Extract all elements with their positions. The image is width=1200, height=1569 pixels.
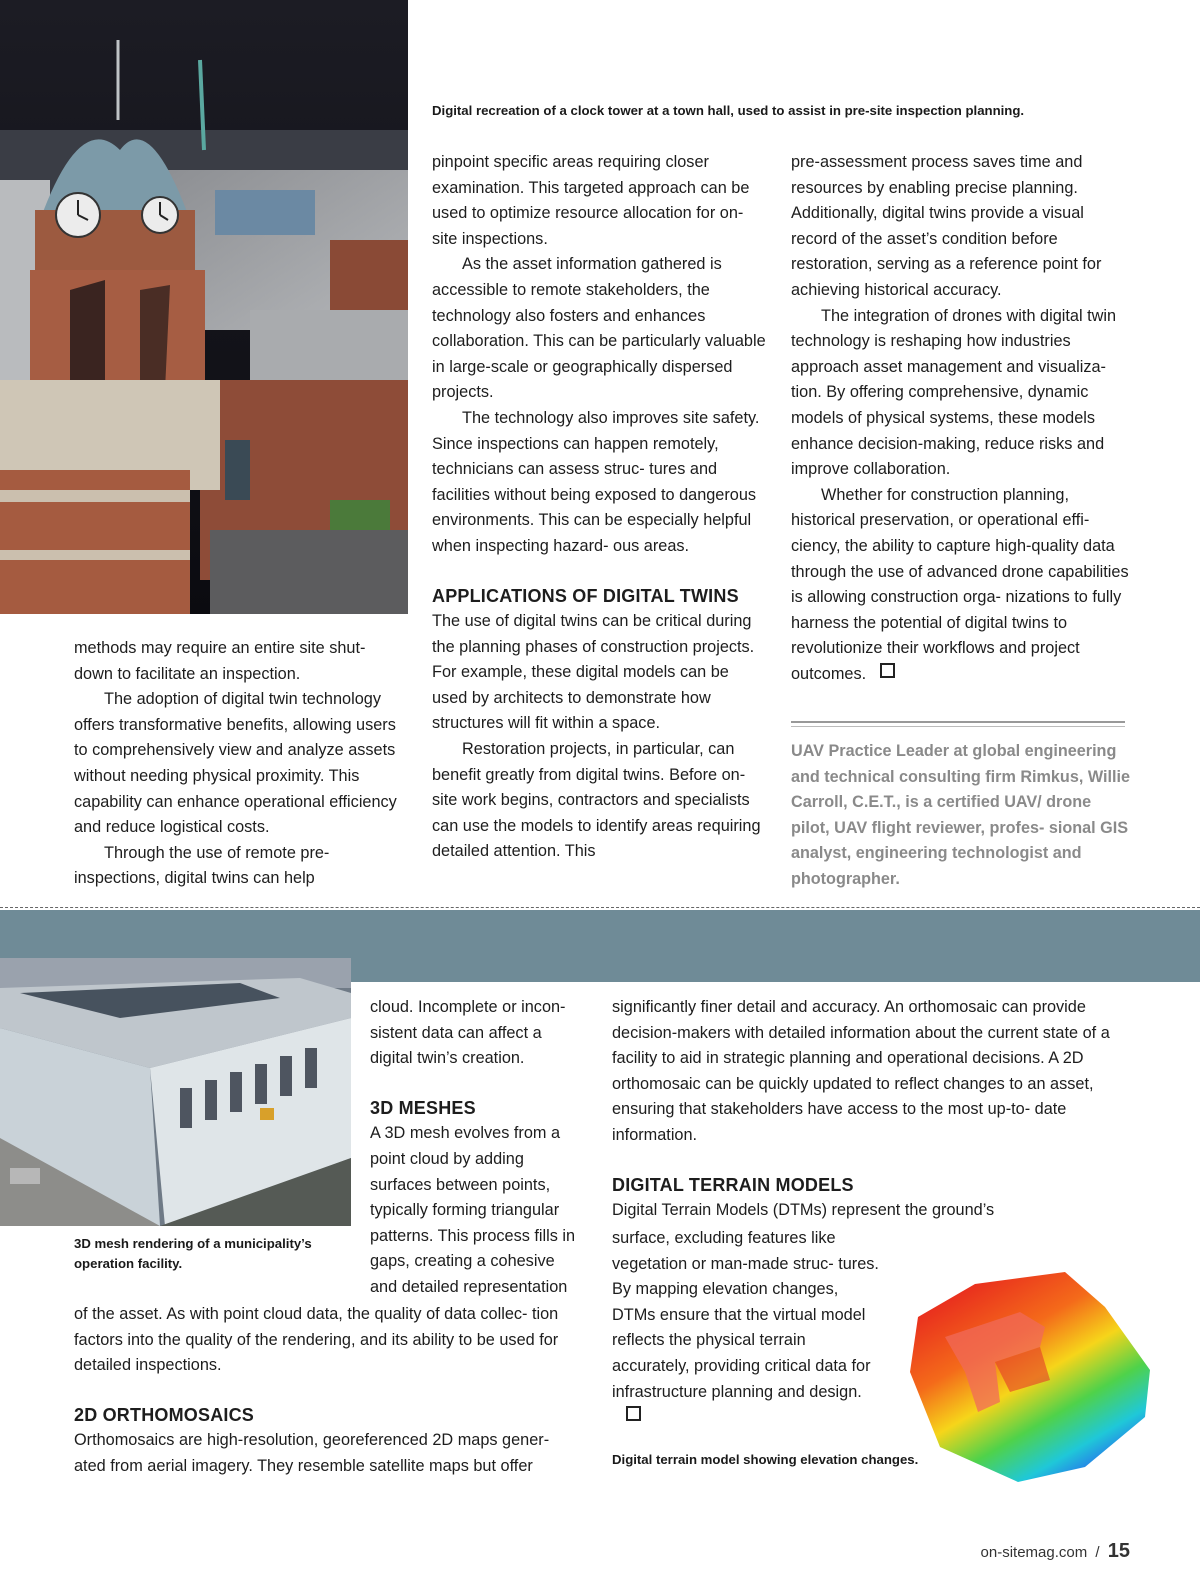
top-column-3 — [791, 150, 1129, 687]
end-mark-icon — [880, 663, 895, 678]
page-number: 15 — [1107, 1540, 1130, 1562]
terrain-caption: Digital terrain model showing elevation changes. — [612, 1452, 919, 1467]
paragraph: The adoption of digital twin technology offers transformative benefits, allowing users to comprehensively view and analyze assets without needing physical proximity. This capability can enhance operational efficiency and reduce logistical costs. — [74, 690, 397, 837]
paragraph — [791, 483, 1129, 688]
paragraph: pre-assessment process saves time and resources by enabling precise planning. Additionally, digital twins provide a visual record of the asset’s condition before restoration, serving as a reference point for achieving historical accuracy. — [791, 153, 1102, 299]
paragraph: pinpoint specific areas requiring closer examination. This targeted approach can be used to optimize resource allocation for on-site inspections. — [432, 153, 750, 248]
bio-rule — [791, 726, 1125, 727]
paragraph: The use of digital twins can be critical during the planning phases of construction projects. For example, these digital models can be used by architects to demonstrate how structures will fit within a space. — [432, 612, 755, 733]
section-heading: APPLICATIONS OF DIGITAL TWINS — [432, 585, 739, 606]
top-column-1 — [74, 636, 404, 892]
paragraph: Orthomosaics are high-resolution, georeferenced 2D maps gener- ated from aerial imagery. They resemble satellite maps but offer — [74, 1431, 550, 1475]
clock-tower-caption: Digital recreation of a clock tower at a town hall, used to assist in pre-site inspection planning. — [432, 103, 1025, 118]
bottom-column-a-bottom — [74, 1302, 574, 1480]
bottom-column-a-top — [370, 995, 584, 1301]
facility-caption: 3D mesh rendering of a municipality’s operation facility. — [74, 1236, 312, 1271]
section-heading: 2D ORTHOMOSAICS — [74, 1404, 255, 1425]
paragraph: Through the use of remote pre- inspections, digital twins can help — [74, 843, 330, 888]
paragraph-text: surface, excluding features like vegetation or man-made struc- tures. By mapping elevation changes, DTMs ensure that the virtual model reflects the physical terrain accurately, providing critical data for infrastructure planning and design. — [612, 1229, 879, 1401]
author-bio: UAV Practice Leader at global engineering and technical consulting firm Rimkus, Willie Carroll, C.E.T., is a certified UAV/ drone pilot, UAV flight reviewer, profes- sional GIS analyst, engineering technologist and photographer. — [791, 742, 1130, 888]
section-heading: 3D MESHES — [370, 1097, 476, 1118]
site-url[interactable]: on-sitemag.com — [980, 1544, 1088, 1561]
bottom-column-b — [612, 995, 1122, 1224]
paragraph: cloud. Incomplete or incon- sistent data can affect a digital twin’s creation. — [370, 998, 566, 1068]
section-divider — [0, 907, 1200, 908]
paragraph: Restoration projects, in particular, can benefit greatly from digital twins. Before on-site work begins, contractors and specialists can use the models to identify areas requiring detailed attention. This — [432, 740, 761, 861]
paragraph: of the asset. As with point cloud data, the quality of data collec- tion factors into the quality of the rendering, and its ability to be used for detailed inspections. — [74, 1305, 559, 1375]
clock-tower-image — [0, 0, 408, 614]
footer-separator: / — [1095, 1544, 1100, 1561]
paragraph: As the asset information gathered is accessible to remote stakeholders, the technology also fosters and enhances collaboration. This can be particularly valuable in large-scale or geographically dispersed projects. — [432, 255, 766, 402]
paragraph: The technology also improves site safety. Since inspections can happen remotely, technicians can assess struc- tures and facilities without being exposed to dangerous environments. This can be especially helpful when inspecting hazard- ous areas. — [432, 408, 760, 555]
bottom-column-b-narrow — [612, 1226, 880, 1431]
facility-mesh-image — [0, 958, 351, 1226]
top-column-2 — [432, 150, 768, 865]
paragraph: methods may require an entire site shut- down to facilitate an inspection. — [74, 639, 366, 683]
section-heading: DIGITAL TERRAIN MODELS — [612, 1174, 854, 1195]
paragraph: Digital Terrain Models (DTMs) represent the ground’s — [612, 1201, 995, 1220]
paragraph — [612, 1226, 880, 1431]
paragraph: A 3D mesh evolves from a point cloud by adding surfaces between points, typically forming triangular patterns. This process fills in gaps, creating a cohesive and detailed representation — [370, 1124, 576, 1296]
bio-rule — [791, 721, 1125, 723]
page-footer — [900, 1540, 1130, 1564]
paragraph-text: Whether for construction planning, historical preservation, or operational effi- ciency, the ability to capture high-quality data through the use of advanced drone capabilities is allowing construction orga- nizations to fully harness the potential of digital twins to revolutionize their workflows and project outcomes. — [791, 485, 1129, 683]
end-mark-icon — [626, 1406, 641, 1421]
paragraph: The integration of drones with digital twin technology is reshaping how industries approach asset management and visualiza- tion. By offering comprehensive, dynamic models of physical systems, these models enhance decision-making, reduce risks and improve collaboration. — [791, 306, 1117, 479]
paragraph: significantly finer detail and accuracy. An orthomosaic can provide decision-makers with detailed information about the current state of a facility to aid in strategic planning and operational decisions. A 2D orthomosaic can be quickly updated to reflect changes to an asset, ensuring that stakeholders have access to the most up-to- date information. — [612, 998, 1110, 1144]
